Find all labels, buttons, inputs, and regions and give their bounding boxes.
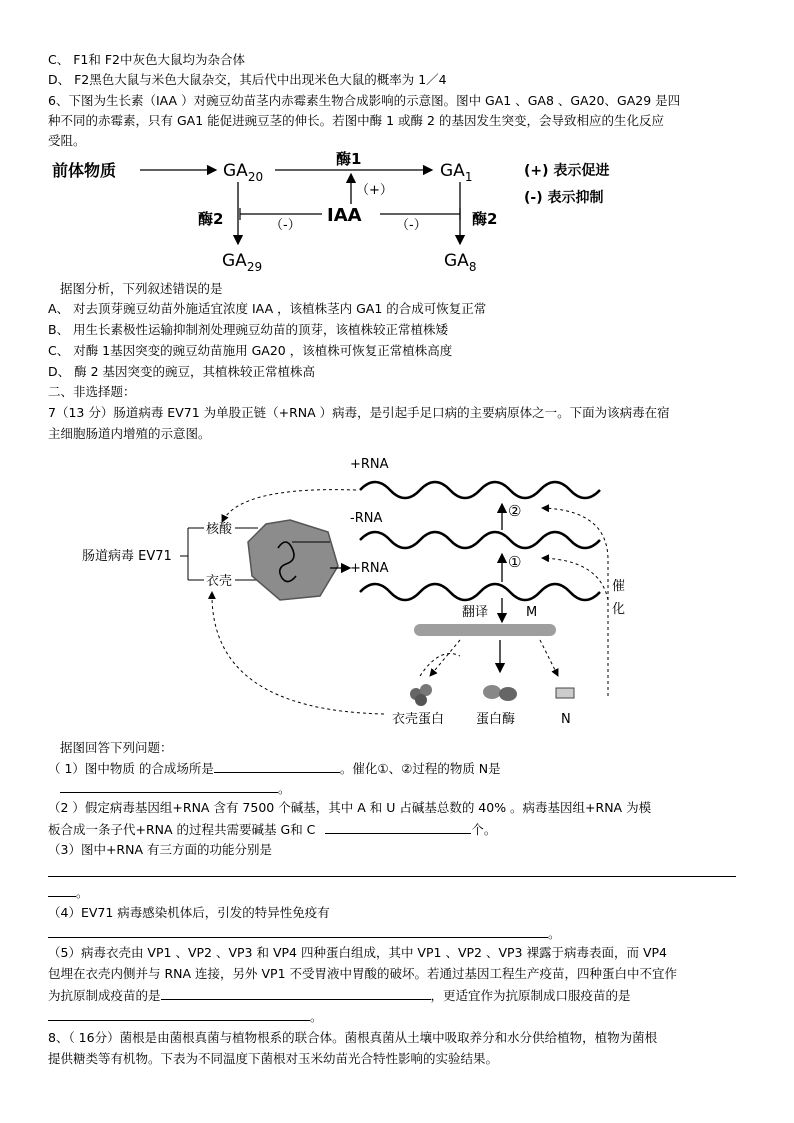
capsid-label: 衣壳 — [206, 574, 233, 589]
rna-top-wave — [360, 482, 600, 498]
catalyze-label-2: 化 — [612, 602, 626, 617]
step2-label: ② — [508, 502, 522, 520]
q6-stem-line2: 种不同的赤霉素，只有 GA1 能促进豌豆茎的伸长。若图中酶 1 或酶 2 的基因发生突变，会导致相应的生化反应 — [48, 113, 664, 128]
rna-mid-wave — [360, 532, 600, 548]
polyprotein-m-bar — [414, 624, 556, 636]
enzyme1-label: 酶1 — [336, 150, 362, 168]
answer-blank-3[interactable] — [325, 821, 471, 834]
capsid-protein-icon — [410, 684, 432, 706]
nucleic-acid-label: 核酸 — [206, 522, 233, 537]
q7-sub5-line3: 为抗原制成疫苗的是 ，更适宜作为抗原制成口服疫苗的是 — [48, 988, 631, 1003]
rna-to-nucleic-curve — [222, 490, 356, 522]
translate-label: 翻译 — [462, 605, 489, 620]
q5-option-c: C、 F1和 F2中灰色大鼠均为杂合体 — [48, 52, 245, 67]
q7-sub3: （3）图中+RNA 有三方面的功能分别是 — [48, 842, 272, 857]
q6-option-d: D、 酶 2 基因突变的豌豆，其植株较正常植株高 — [48, 364, 315, 379]
n-label: N — [561, 712, 571, 727]
answer-blank-2[interactable] — [60, 780, 278, 793]
q8-stem-line1: 8、（ 16分）菌根是由菌根真菌与植物根系的联合体。菌根真菌从土壤中吸取养分和水分供给植物，植物为菌根 — [48, 1030, 658, 1045]
legend-promote: (+) 表示促进 — [524, 163, 610, 179]
q7-sub4: （4）EV71 病毒感染机体后，引发的特异性免疫有 — [48, 905, 330, 920]
ev71-label: 肠道病毒 EV71 — [82, 549, 172, 564]
gibberellin-pathway-diagram — [40, 148, 660, 276]
answer-line-3a[interactable] — [48, 876, 736, 877]
ev71-replication-diagram — [80, 450, 640, 735]
precursor-label: 前体物质 — [52, 161, 117, 180]
rna-bottom-label: +RNA — [350, 561, 389, 576]
answer-blank-5a[interactable] — [161, 987, 431, 1000]
iaa-label: IAA — [327, 205, 362, 226]
q6-stem-line3: 受阻。 — [48, 133, 86, 148]
q6-option-c: C、 对酶 1基因突变的豌豆幼苗施用 GA20 ，该植株可恢复正常植株高度 — [48, 343, 453, 358]
ga8-label: $GA_8$ — [444, 251, 477, 274]
q5-option-d: D、 F2黑色大鼠与米色大鼠杂交，其后代中出现米色大鼠的概率为 1／4 — [48, 72, 447, 87]
section-heading: 二、非选择题： — [48, 384, 136, 399]
rna-mid-label: -RNA — [350, 511, 383, 526]
q6-stem-line1: 6、下图为生长素（IAA ）对豌豆幼苗茎内赤霉素生物合成影响的示意图。图中 GA1 、GA8 、GA20、GA29 是四 — [48, 93, 681, 108]
answer-blank-3b[interactable] — [48, 884, 76, 897]
q7-sub1-line2: 。 — [60, 780, 291, 797]
q7-sub5-line2: 包埋在衣壳内侧并与 RNA 连接，另外 VP1 不受胃液中胃酸的破坏。若通过基因工程生产疫苗，四种蛋白中不宜作 — [48, 966, 678, 981]
q6-option-b: B、 用生长素极性运输抑制剂处理豌豆幼苗的顶芽，该植株较正常植株矮 — [48, 322, 449, 337]
m-label: M — [526, 605, 538, 620]
inhibit-sign-left: （-） — [270, 218, 301, 233]
inhibit-sign-right: （-） — [396, 218, 427, 233]
q7-stem-line2: 主细胞肠道内增殖的示意图。 — [48, 426, 211, 441]
answer-blank-1[interactable] — [214, 760, 340, 773]
capsid-protein-label: 衣壳蛋白 — [392, 712, 445, 727]
q8-stem-line2: 提供糖类等有机物。下表为不同温度下菌根对玉米幼苗光合特性影响的实验结果。 — [48, 1051, 499, 1066]
q6-option-a: A、 对去顶芽豌豆幼苗外施适宜浓度 IAA ，该植株茎内 GA1 的合成可恢复正常 — [48, 301, 487, 316]
catalyze-label-1: 催 — [612, 579, 626, 594]
q7-sub4-answer: 。 — [48, 925, 561, 942]
q7-sub2-line2: 板合成一条子代+RNA 的过程共需要碱基 G和 C 个。 — [48, 822, 497, 837]
promote-sign: （+） — [356, 183, 393, 198]
protease-icon — [483, 685, 517, 701]
q7-stem-line1: 7（13 分）肠道病毒 EV71 为单股正链（+RNA ）病毒，是引起手足口病的主要病原体之一。下面为该病毒在宿 — [48, 405, 670, 420]
q7-sub3-end: 。 — [48, 884, 89, 901]
answer-blank-5b[interactable] — [48, 1008, 310, 1021]
ga20-label: $GA_{20}$ — [223, 161, 264, 184]
enzyme2-right-label: 酶2 — [472, 210, 498, 228]
q7-prompt: 据图回答下列问题： — [60, 740, 173, 755]
q7-sub5-line4: 。 — [48, 1008, 323, 1025]
catalysis-path — [542, 508, 608, 696]
legend-inhibit: (-) 表示抑制 — [524, 190, 604, 206]
rna-top-label: +RNA — [350, 457, 389, 472]
q7-sub2-line1: （2 ）假定病毒基因组+RNA 含有 7500 个碱基，其中 A 和 U 占碱基总数的 40% 。病毒基因组+RNA 为模 — [48, 800, 652, 815]
enzyme2-left-label: 酶2 — [198, 210, 224, 228]
q7-sub1-line1: （ 1）图中物质 的合成场所是 。催化①、②过程的物质 N是 — [48, 761, 501, 776]
step1-label: ① — [508, 553, 522, 571]
q7-sub5-line1: （5）病毒衣壳由 VP1 、VP2 、VP3 和 VP4 四种蛋白组成，其中 VP1 、VP2 、VP3 裸露于病毒表面，而 VP4 — [48, 945, 667, 960]
answer-blank-4[interactable] — [48, 925, 548, 938]
protease-label: 蛋白酶 — [476, 712, 516, 727]
ga1-label: $GA_1$ — [440, 161, 473, 184]
q6-question: 据图分析，下列叙述错误的是 — [60, 281, 223, 296]
rna-bottom-wave — [360, 584, 600, 600]
n-substance-icon — [556, 688, 574, 698]
ga29-label: $GA_{29}$ — [222, 251, 263, 274]
capsid-protein-to-capsid-curve — [212, 592, 384, 714]
